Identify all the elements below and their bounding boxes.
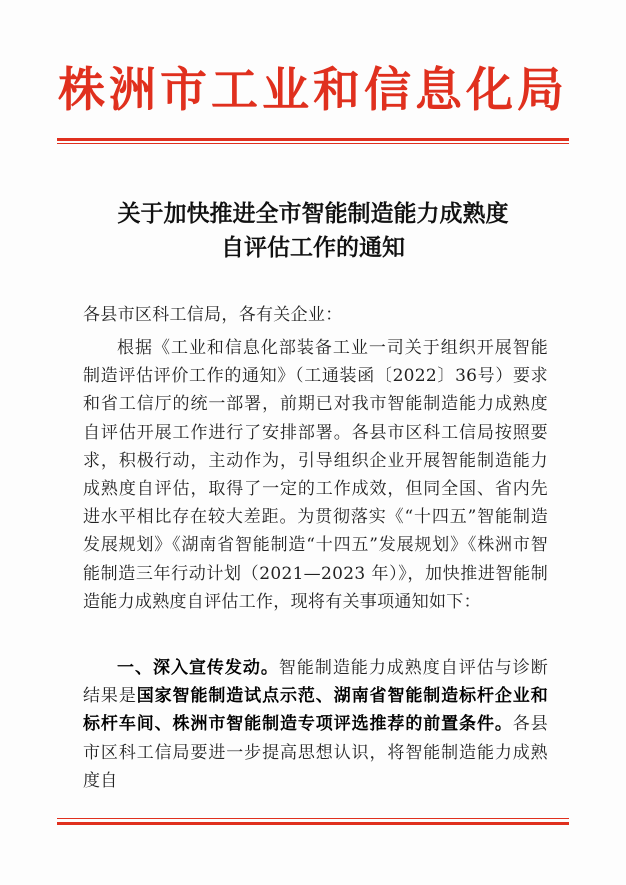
notice-title-line2: 自评估工作的通知	[221, 234, 405, 261]
paragraph-1: 根据《工业和信息化部装备工业一司关于组织开展智能制造评估评价工作的通知》（工通装函〔2022〕36号）要求和省工信厅的统一部署，前期已对我市智能制造能力成熟度自评估开展工作进行了安排部署。各县市区科工信局按照要求，积极行动，主动作为，引导组织企业开展智能制造能力成熟度自评估，取得了一定的工作成效，但同全国、省内先进水平相比存在较大差距。为贯彻落实《“十四五”智能制造发展规划》《湖南省智能制造“十四五”发展规划》《株洲市智能制造三年行动计划（2021—2023 年）》，加快推进智能制造能力成熟度自评估工作，现将有关事项通知如下：	[83, 338, 548, 612]
section-heading: 一、深入宣传发动。	[117, 658, 279, 678]
paragraph-2	[83, 654, 548, 795]
paragraph-2-emphasis: 国家智能制造试点示范、湖南省智能制造标杆企业和标杆车间、株洲市智能制造专项评选推荐的前置条件。	[83, 686, 548, 735]
masthead-rule-thick	[57, 138, 569, 141]
salutation: 各县市区科工信局，各有关企业：	[83, 305, 343, 325]
masthead-rule-thin	[57, 143, 569, 144]
paragraph-2-text-a: 智能制造能力成熟度自评估与诊断结果是	[83, 658, 549, 707]
notice-title-line1: 关于加快推进全市智能制造能力成熟度	[117, 200, 509, 227]
masthead-title: 株洲市工业和信息化局	[58, 63, 568, 118]
footer-rule-thin	[57, 818, 569, 819]
paragraph-2-text-b: 各县市区科工信局要进一步提高思想认识，将智能制造能力成熟度自	[83, 714, 548, 791]
footer-rule-thick	[57, 822, 569, 825]
